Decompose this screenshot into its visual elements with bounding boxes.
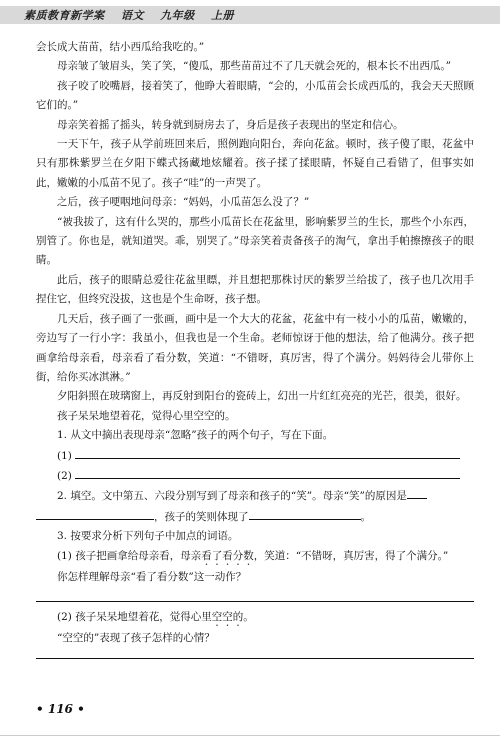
question-1-answer-1[interactable] bbox=[36, 446, 474, 466]
question-3: 3. 按要求分析下列句子中加点的词语。 bbox=[57, 530, 239, 543]
answer-line[interactable] bbox=[36, 587, 474, 602]
paragraph: 母亲笑着摇了摇头，转身就到厨房去了，身后是孩子表现出的坚定和信心。 bbox=[57, 118, 404, 131]
header-series: 素质教育新学案 bbox=[24, 9, 105, 22]
q3-1-pre: (1) 孩子把画拿给母亲看，母亲 bbox=[57, 549, 202, 562]
answer-line[interactable] bbox=[36, 648, 474, 659]
answer-blank[interactable] bbox=[75, 466, 460, 479]
answer-label: (2) bbox=[57, 469, 72, 482]
answer-blank[interactable] bbox=[75, 446, 460, 459]
header-text bbox=[24, 7, 246, 23]
page-header bbox=[0, 0, 500, 28]
question-3-2 bbox=[36, 608, 474, 629]
header-grade: 九年级 bbox=[160, 9, 195, 22]
paragraph: 夕阳斜照在玻璃窗上，再反射到阳台的瓷砖上，幻出一片红红亮亮的光芒，很美，很好。 bbox=[57, 390, 467, 403]
answer-blank[interactable] bbox=[36, 507, 154, 520]
paragraph: 几天后，孩子画了一张画，画中是一个大大的花盆，花盆中有一枝小小的瓜苗，嫩嫩的，旁边写了一行小字：我虽小，但我也是一个生命。老师惊讶于他的想法，给了他满分。孩子把画拿给母亲看，母亲看了看分数，笑道：“不错呀，真厉害，得了个满分。妈妈待会儿带你上街，给你买冰淇淋。” bbox=[36, 312, 474, 383]
paragraph: “被我拔了，这有什么哭的，那些小瓜苗长在花盆里，影响紫罗兰的生长，那些个小东西，别管了。你也是，就知道哭。乖，别哭了。”母亲笑着责备孩子的淘气，拿出手帕擦擦孩子的眼睛。 bbox=[36, 215, 474, 267]
answer-blank[interactable] bbox=[407, 486, 427, 499]
q3-2-post: 。 bbox=[243, 610, 254, 623]
question-2-end: 。 bbox=[360, 510, 371, 523]
emphasized-words: 空空的 bbox=[211, 610, 244, 623]
header-volume: 上册 bbox=[211, 9, 235, 22]
paragraph: 会长成大苗苗，结小西瓜给我吃的。” bbox=[36, 41, 205, 53]
footer-divider bbox=[0, 735, 500, 736]
question-3-2-ask: “空空的”表现了孩子怎样的心情？ bbox=[57, 631, 215, 644]
paragraph: 此后，孩子的眼睛总爱往花盆里瞟，并且想把那株讨厌的紫罗兰给拔了，孩子也几次用手捏住它，但终究没拔，这也是个生命呀，孩子想。 bbox=[36, 273, 474, 306]
article-body bbox=[36, 38, 474, 659]
q3-1-post: ，笑道：“不错呀，真厉害，得了个满分。” bbox=[253, 549, 449, 562]
header-subject: 语文 bbox=[120, 9, 144, 22]
answer-blank[interactable] bbox=[249, 507, 361, 520]
emphasized-words: 看了看分数 bbox=[201, 549, 254, 562]
question-2 bbox=[36, 486, 474, 506]
question-3-1 bbox=[36, 547, 474, 568]
paragraph: 母亲皱了皱眉头，笑了笑，“傻瓜，那些苗苗过不了几天就会死的，根本长不出西瓜。” bbox=[57, 60, 451, 73]
page-number: • 116 • bbox=[36, 702, 85, 716]
answer-label: (1) bbox=[57, 449, 72, 462]
question-1-answer-2[interactable] bbox=[36, 466, 474, 486]
question-2-continued bbox=[36, 507, 474, 527]
question-1: 1. 从文中摘出表现母亲“忽略”孩子的两个句子，写在下面。 bbox=[57, 429, 334, 442]
question-2-text: 2. 填空。文中第五、六段分别写到了母亲和孩子的“笑”。母亲“笑”的原因是 bbox=[57, 490, 407, 503]
question-2-text-2: ，孩子的笑则体现了 bbox=[154, 510, 249, 523]
question-3-1-ask: 你怎样理解母亲“看了看分数”这一动作？ bbox=[57, 570, 247, 583]
paragraph: 一天下午，孩子从学前班回来后，照例跑向阳台，奔向花盆。顿时，孩子傻了眼，花盆中只有那株紫罗兰在夕阳下蝶式扬藏地炫耀着。孩子揉了揉眼睛，怀疑自己看错了，但事实如此，嫩嫩的小瓜苗不见了。孩子“哇”的一声哭了。 bbox=[36, 138, 474, 189]
paragraph: 孩子咬了咬嘴唇，接着笑了，他睁大着眼睛，“会的，小瓜苗会长成西瓜的，我会天天照顾它们的。” bbox=[36, 79, 474, 112]
paragraph: 孩子呆呆地望着花，觉得心里空空的。 bbox=[57, 409, 236, 422]
paragraph: 之后，孩子哽咽地问母亲：“妈妈，小瓜苗怎么没了？” bbox=[57, 196, 310, 209]
q3-2-pre: (2) 孩子呆呆地望着花，觉得心里 bbox=[57, 610, 212, 623]
